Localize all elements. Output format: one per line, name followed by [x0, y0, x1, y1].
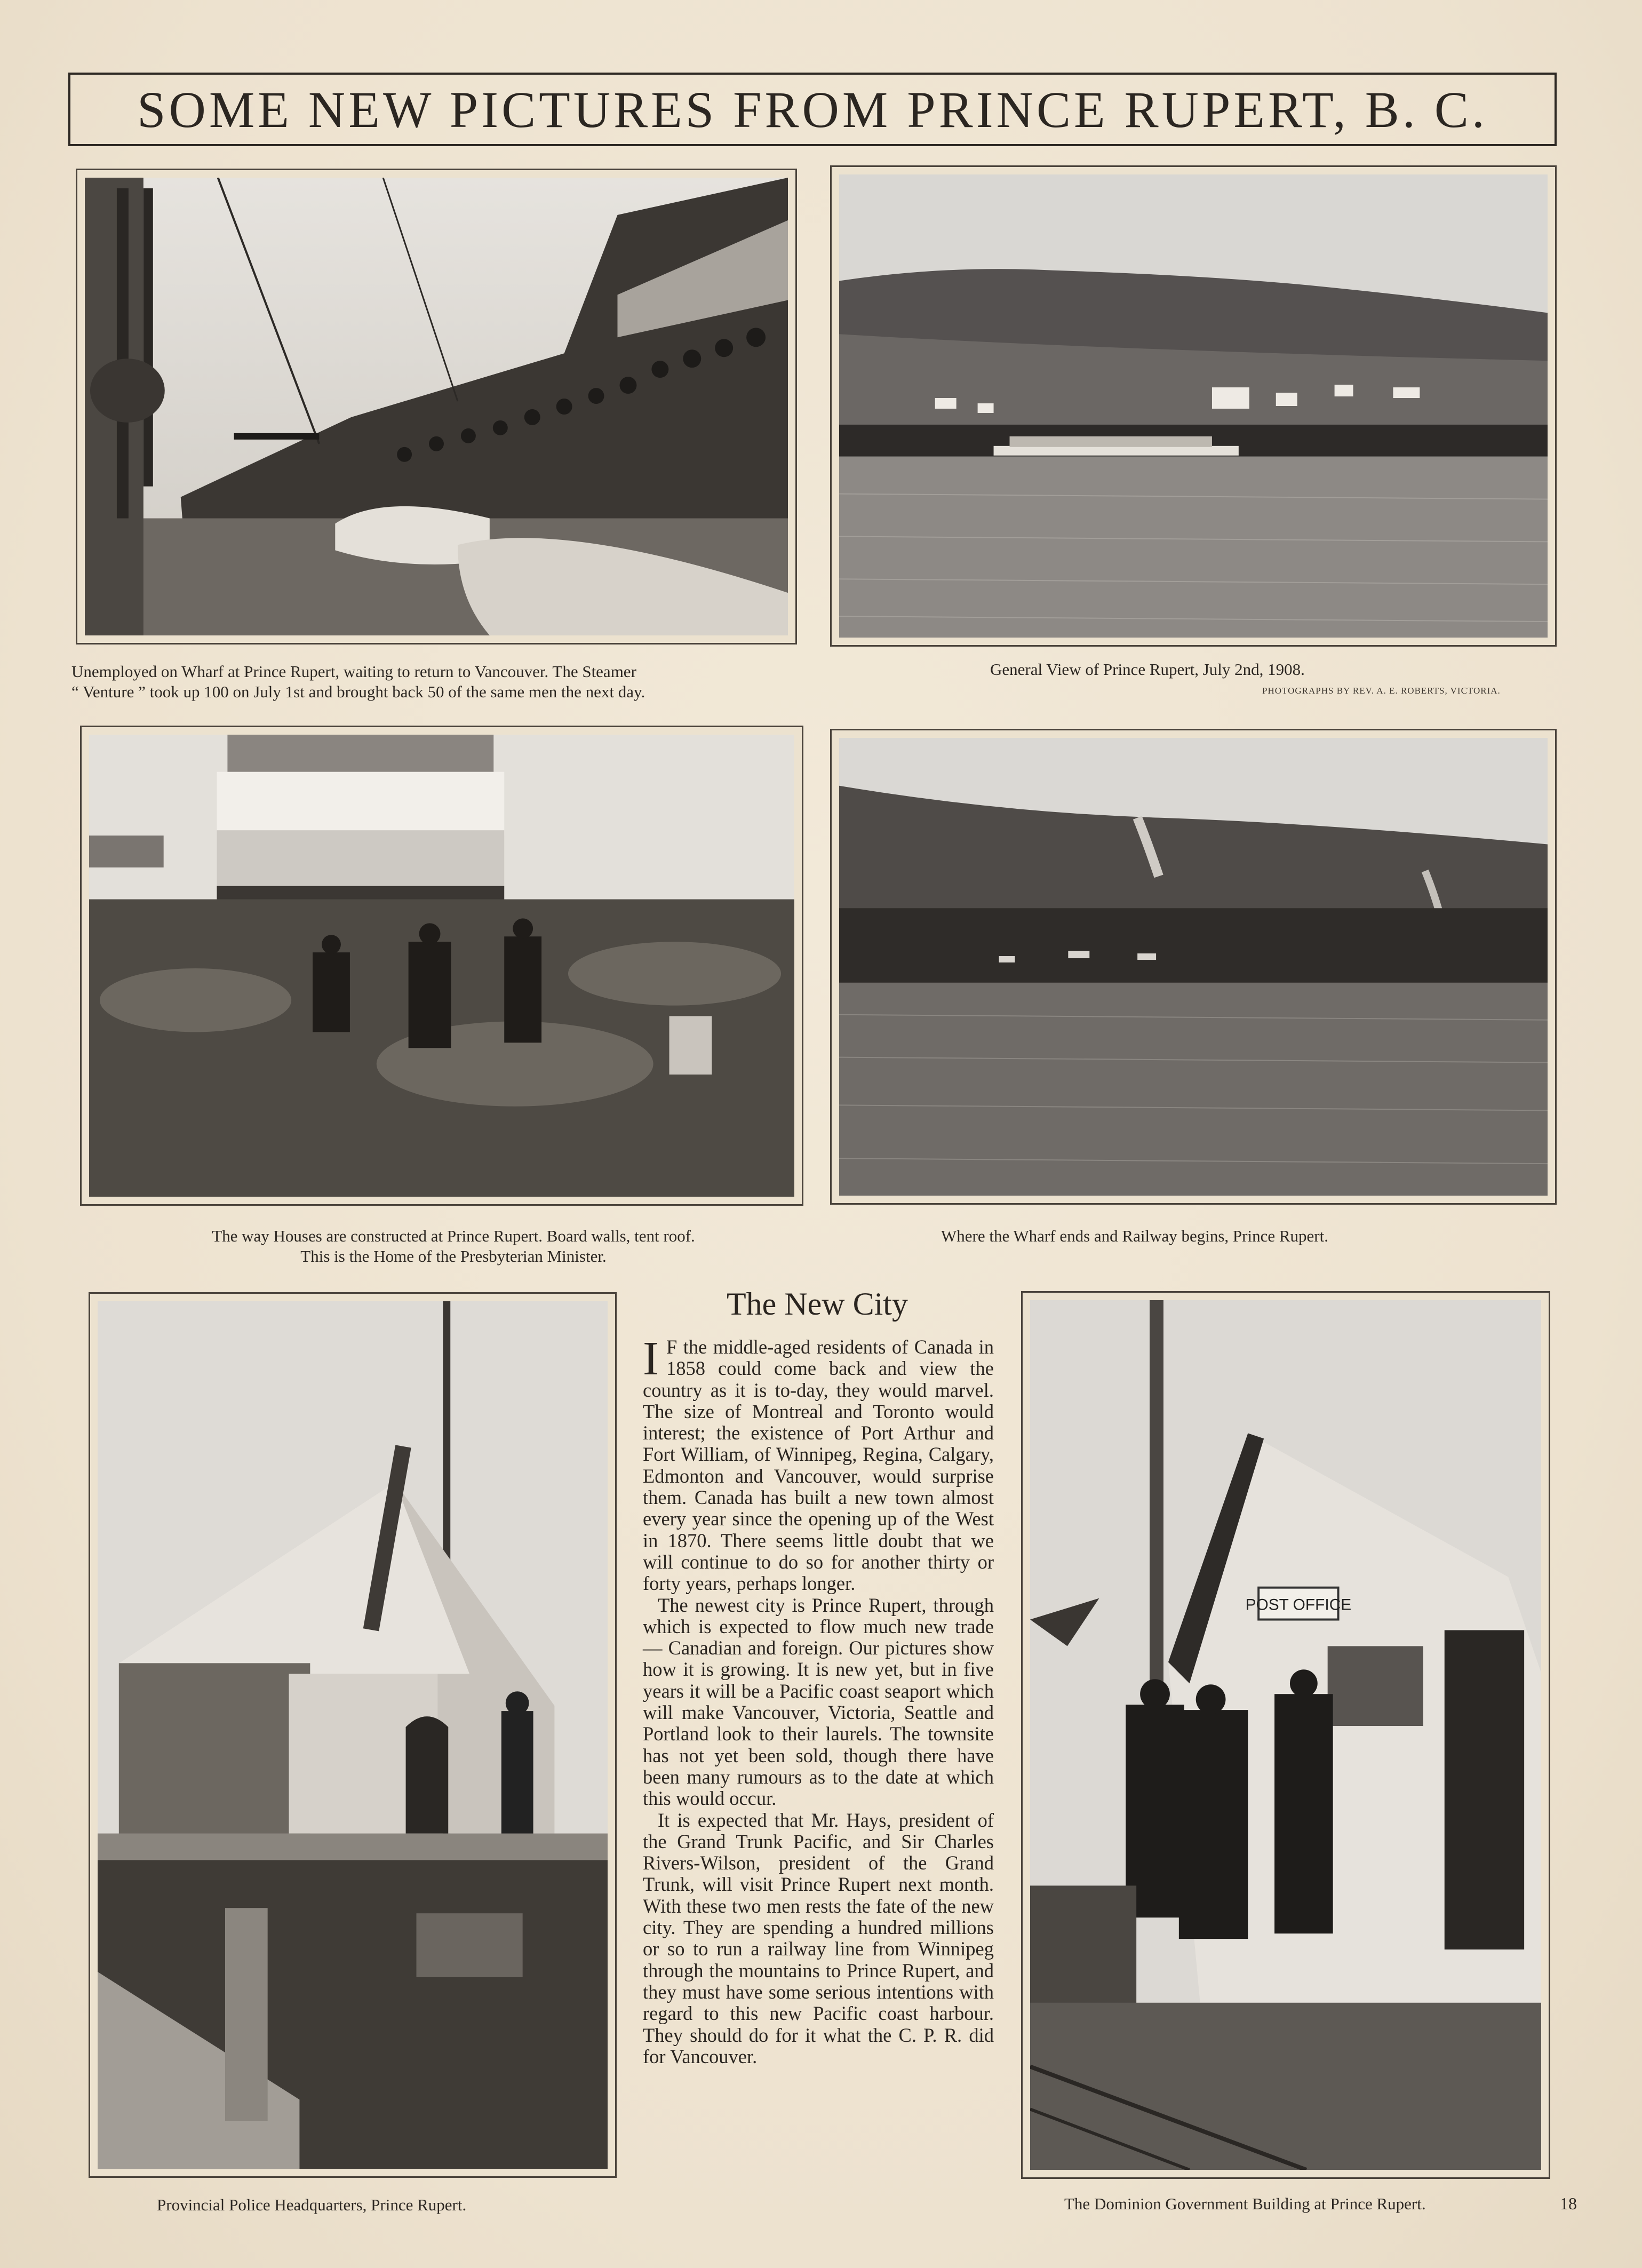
article-paragraph: The newest city is Prince Rupert, through which is expected to flow much new trade — Canadian and foreign. Our pictures show how it is growing. It is new yet, but in five years it will be a Pacific coast seaport which will make Vancouver, Victoria, Seattle and Portland look to their laurels. The townsite has not yet been sold, though there have been many rumours as to the date at which this would occur. [643, 1594, 994, 1810]
post-office-sign: POST OFFICE [1245, 1596, 1352, 1614]
page-heading-box [68, 73, 1557, 146]
photo-houses-construction [80, 726, 803, 1206]
caption-houses [123, 1226, 784, 1267]
photo-general-view [830, 165, 1557, 647]
article-paragraph [643, 1332, 994, 1595]
caption-police: Provincial Police Headquarters, Prince Rupert. [157, 2195, 467, 2214]
photo-unemployed-wharf [76, 169, 797, 644]
page-heading: SOME NEW PICTURES FROM PRINCE RUPERT, B. C. [137, 81, 1488, 138]
article-title: The New City [727, 1286, 908, 1322]
caption-line: Unemployed on Wharf at Prince Rupert, waiting to return to Vancouver. The Steamer [71, 662, 636, 681]
caption-line: This is the Home of the Presbyterian Minister. [300, 1247, 607, 1266]
caption-line: The way Houses are constructed at Prince Rupert. Board walls, tent roof. [212, 1227, 695, 1245]
photo-police-headquarters [89, 1292, 617, 2178]
caption-dominion: The Dominion Government Building at Prince Rupert. [1064, 2194, 1426, 2213]
photo-dominion-building [1021, 1291, 1550, 2179]
article-paragraph: It is expected that Mr. Hays, president of the Grand Trunk Pacific, and Sir Charles Rivers-Wilson, president of the Grand Trunk, will visit Prince Rupert next month. With these two men rests the fate of the new city. They are spending a hundred millions or so to run a railway line from Winnipeg through the mountains to Prince Rupert, and they must have some serious intentions with regard to this new Pacific coast harbour. They should do for it what the C. P. R. did for Vancouver. [643, 1809, 994, 2067]
caption-unemployed-wharf [71, 662, 818, 702]
drop-cap: I [643, 1332, 659, 1385]
caption-wharf-ends: Where the Wharf ends and Railway begins, Prince Rupert. [941, 1227, 1328, 1245]
caption-line: “ Venture ” took up 100 on July 1st and brought back 50 of the same men the next day. [71, 682, 645, 701]
photo-wharf-ends [830, 729, 1557, 1205]
article-body [643, 1332, 994, 2225]
page-number: 18 [1560, 2194, 1577, 2213]
caption-general-view: General View of Prince Rupert, July 2nd, 1908. [990, 660, 1305, 679]
photo-credit: PHOTOGRAPHS BY REV. A. E. ROBERTS, VICTORIA. [1262, 686, 1501, 696]
paragraph-text: F the middle-aged residents of Canada in 1858 could come back and view the country as it is to-day, they would marvel. The size of Montreal and Toronto would interest; the existence of Port Arthur and Fort William, of Winnipeg, Regina, Calgary, Edmonton and Vancouver, would surprise them. Canada has built a new town almost every year since the opening up of the West in 1870. There seems little doubt that we will continue to do so for another thirty or forty years, perhaps longer. [643, 1336, 994, 1595]
